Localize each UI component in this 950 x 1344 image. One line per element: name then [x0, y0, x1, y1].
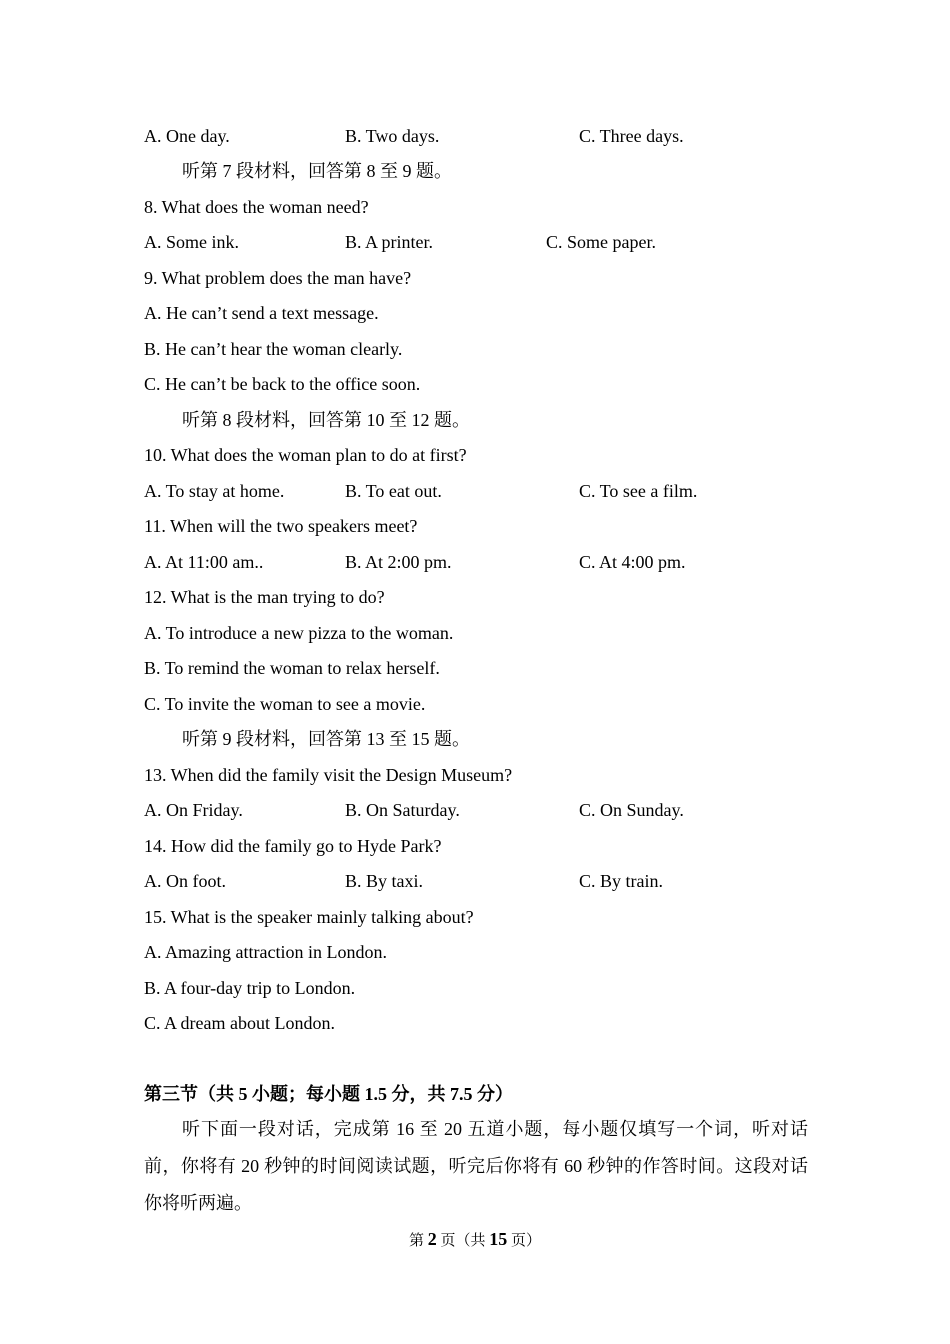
q9-option-a: A. He can’t send a text message.: [144, 303, 379, 323]
footer-prefix: 第: [408, 1233, 424, 1249]
part3-heading: 第三节（共 5 小题；每小题 1.5 分，共 7.5 分）: [144, 1084, 513, 1104]
q7-option-c: C. Three days.: [579, 126, 684, 146]
q14-option-c: C. By train.: [579, 871, 663, 891]
q12-option-b: B. To remind the woman to relax herself.: [144, 658, 440, 678]
part3-instructions: 听下面一段对话，完成第 16 至 20 五道小题，每小题仅填写一个词，听对话前，你将有 20 秒钟的时间阅读试题，听完后你将有 60 秒钟的作答时间。这段对话你将听两遍。: [144, 1119, 808, 1213]
q12-question: 12. What is the man trying to do?: [144, 587, 385, 607]
section9-intro: 听第 9 段材料，回答第 13 至 15 题。: [182, 729, 470, 749]
q7-option-a: A. One day.: [144, 126, 230, 146]
q10-option-c: C. To see a film.: [579, 481, 698, 501]
footer-suffix: 页）: [511, 1233, 542, 1249]
q10-option-b: B. To eat out.: [345, 481, 442, 501]
section7-intro: 听第 7 段材料，回答第 8 至 9 题。: [182, 161, 452, 181]
q7-option-b: B. Two days.: [345, 126, 440, 146]
q10-option-a: A. To stay at home.: [144, 481, 285, 501]
q13-options: [144, 798, 684, 822]
q8-option-a: A. Some ink.: [144, 232, 240, 252]
q13-question: 13. When did the family visit the Design Museum?: [144, 765, 513, 785]
q11-option-c: C. At 4:00 pm.: [579, 552, 686, 572]
q11-question: 11. When will the two speakers meet?: [144, 516, 418, 536]
footer-middle: 页（共: [440, 1233, 486, 1249]
q9-question: 9. What problem does the man have?: [144, 268, 412, 288]
q13-option-a: A. On Friday.: [144, 800, 243, 820]
q9-option-c: C. He can’t be back to the office soon.: [144, 374, 421, 394]
section8-intro: 听第 8 段材料，回答第 10 至 12 题。: [182, 410, 470, 430]
q12-option-a: A. To introduce a new pizza to the woman.: [144, 623, 454, 643]
q8-options: [144, 230, 656, 254]
q14-option-a: A. On foot.: [144, 871, 226, 891]
page-footer: [0, 1227, 950, 1253]
q8-question: 8. What does the woman need?: [144, 197, 369, 217]
q10-question: 10. What does the woman plan to do at first?: [144, 445, 467, 465]
footer-total-pages: 15: [489, 1229, 508, 1249]
footer-page-number: 2: [427, 1229, 437, 1249]
q15-option-c: C. A dream about London.: [144, 1013, 335, 1033]
q10-options: [144, 479, 698, 503]
q11-options: [144, 550, 686, 574]
q14-options: [144, 869, 663, 893]
q14-option-b: B. By taxi.: [345, 871, 424, 891]
q11-option-b: B. At 2:00 pm.: [345, 552, 452, 572]
q14-question: 14. How did the family go to Hyde Park?: [144, 836, 442, 856]
q13-option-b: B. On Saturday.: [345, 800, 460, 820]
q15-option-a: A. Amazing attraction in London.: [144, 942, 387, 962]
q15-option-b: B. A four-day trip to London.: [144, 978, 356, 998]
q12-option-c: C. To invite the woman to see a movie.: [144, 694, 426, 714]
q15-question: 15. What is the speaker mainly talking about?: [144, 907, 474, 927]
q7-options: [144, 124, 684, 148]
q8-option-c: C. Some paper.: [546, 232, 656, 252]
q11-option-a: A. At 11:00 am..: [144, 552, 264, 572]
q13-option-c: C. On Sunday.: [579, 800, 684, 820]
q8-option-b: B. A printer.: [345, 232, 434, 252]
q9-option-b: B. He can’t hear the woman clearly.: [144, 339, 403, 359]
